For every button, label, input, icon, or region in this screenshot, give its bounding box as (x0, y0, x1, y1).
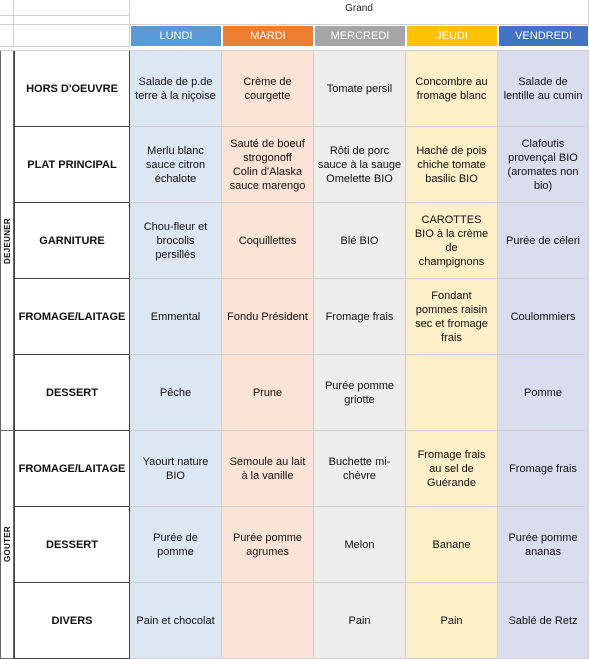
menu-cell: Pêche (130, 355, 222, 431)
menu-cell: Purée de pomme (130, 507, 222, 583)
menu-cell: Yaourt nature BIO (130, 431, 222, 507)
menu-cell: Fondant pommes raisin sec et fromage frais (406, 279, 498, 355)
day-header-lundi: LUNDI (130, 25, 222, 47)
day-header-jeudi: JEUDI (406, 25, 498, 47)
day-header-vendredi: VENDREDI (498, 25, 589, 47)
menu-cell: Concombre au fromage blanc (406, 51, 498, 127)
menu-cell: Pomme (498, 355, 589, 431)
menu-cell: Coquillettes (222, 203, 314, 279)
row-label: FROMAGE/LAITAGE (14, 279, 130, 355)
section-label: DEJEUNER (2, 217, 12, 264)
menu-cell: Coulommiers (498, 279, 589, 355)
row-label: GARNITURE (14, 203, 130, 279)
menu-cell: Sauté de boeuf strogonoff Colin d'Alaska sauce marengo (222, 127, 314, 203)
corner-cell (0, 0, 14, 16)
menu-cell: Fromage frais (314, 279, 406, 355)
day-header-mercredi: MERCREDI (314, 25, 406, 47)
menu-cell: Sablé de Retz (498, 583, 589, 659)
menu-cell: Salade de p.de terre à la niçoise (130, 51, 222, 127)
row-label: FROMAGE/LAITAGE (14, 431, 130, 507)
spacer-cell (14, 16, 130, 25)
menu-cell: Pain (406, 583, 498, 659)
menu-cell: Purée pomme ananas (498, 507, 589, 583)
row-label: DESSERT (14, 507, 130, 583)
menu-cell (406, 355, 498, 431)
menu-cell: Rôti de porc sauce à la sauge Omelette BIO (314, 127, 406, 203)
row-label: DESSERT (14, 355, 130, 431)
corner-cell (14, 0, 130, 16)
menu-cell: Salade de lentille au cumin (498, 51, 589, 127)
spacer-cell (0, 16, 14, 25)
menu-cell: Melon (314, 507, 406, 583)
menu-cell: Emmental (130, 279, 222, 355)
section-dejeuner (0, 51, 14, 431)
menu-cell: Purée pomme griotte (314, 355, 406, 431)
menu-cell: Pain (314, 583, 406, 659)
menu-cell: Purée pomme agrumes (222, 507, 314, 583)
menu-cell: Prune (222, 355, 314, 431)
menu-cell: Blé BIO (314, 203, 406, 279)
row-label: HORS D'OEUVRE (14, 51, 130, 127)
menu-cell: Chou-fleur et brocolis persillés (130, 203, 222, 279)
row-label: DIVERS (14, 583, 130, 659)
menu-cell: Tomate persil (314, 51, 406, 127)
menu-cell: Semoule au lait à la vanille (222, 431, 314, 507)
menu-cell: Fromage frais au sel de Guérande (406, 431, 498, 507)
menu-cell: Buchette mi- chèvre (314, 431, 406, 507)
menu-cell: Merlu blanc sauce citron échalote (130, 127, 222, 203)
row-label: PLAT PRINCIPAL (14, 127, 130, 203)
sheet-title: Grand (130, 0, 589, 16)
day-header-mardi: MARDI (222, 25, 314, 47)
menu-cell: CAROTTES BIO à la crème de champignons (406, 203, 498, 279)
menu-cell: Haché de pois chiche tomate basilic BIO (406, 127, 498, 203)
header-blank (14, 25, 130, 47)
menu-cell: Fromage frais (498, 431, 589, 507)
section-label: GOUTER (2, 526, 12, 563)
menu-cell: Pain et chocolat (130, 583, 222, 659)
menu-cell (222, 583, 314, 659)
menu-cell: Fondu Président (222, 279, 314, 355)
menu-cell: Purée de céleri (498, 203, 589, 279)
spacer-cell (130, 16, 589, 25)
section-gouter (0, 431, 14, 659)
header-blank (0, 25, 14, 47)
menu-cell: Clafoutis provençal BIO (aromates non bio) (498, 127, 589, 203)
menu-cell: Banane (406, 507, 498, 583)
menu-cell: Crème de courgette (222, 51, 314, 127)
